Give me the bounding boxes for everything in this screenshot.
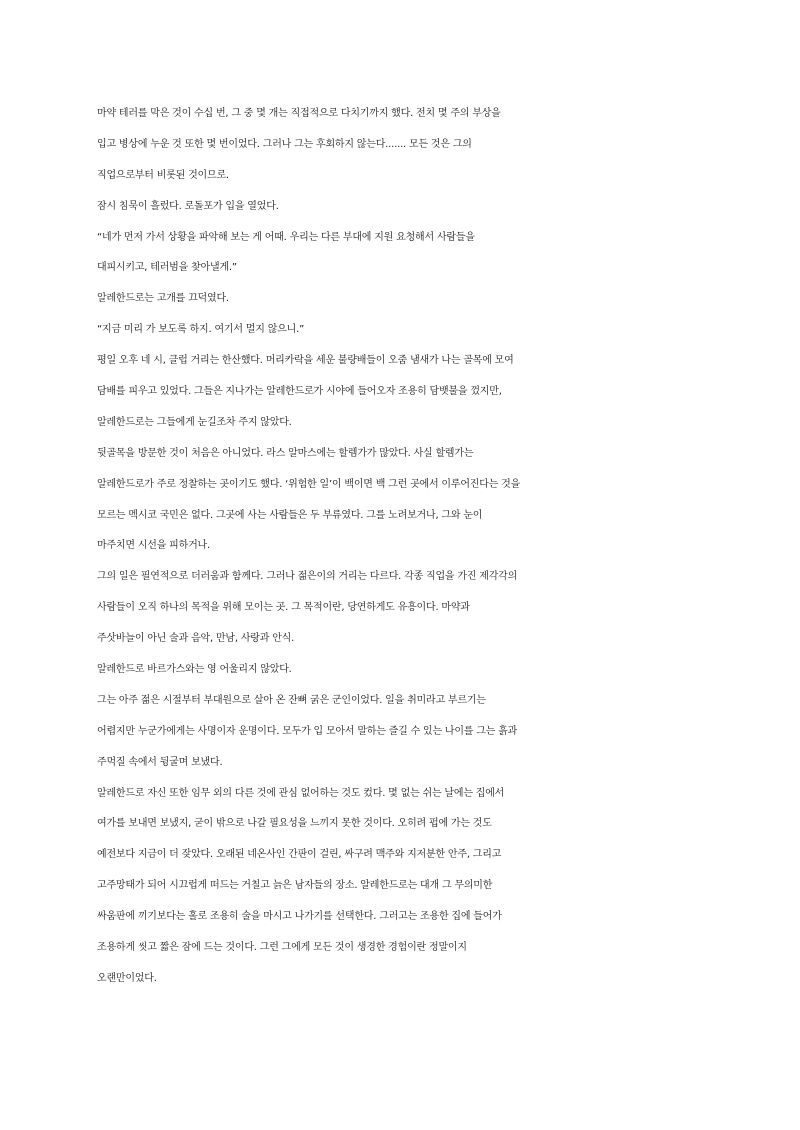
text-line: 싸움판에 끼기보다는 홀로 조용히 술을 마시고 나가기를 선택한다. 그러고는 조용한 집에 들어가 (97, 911, 502, 923)
text-line: 조용하게 씻고 짧은 잠에 드는 것이다. 그런 그에게 모든 것이 생경한 경험이란 정말이지 (97, 942, 467, 954)
text-line: 담배를 피우고 있었다. 그들은 지나가는 알레한드로가 시야에 들어오자 조용히 담뱃불을 껐지만, (97, 386, 502, 398)
text-line: 알레한드로는 고개를 끄덕였다. (97, 293, 229, 305)
body-text (97, 99, 737, 995)
text-line: 평일 오후 네 시, 클럽 거리는 한산했다. 머리카락을 세운 불량배들이 오줌 냄새가 나는 골목에 모여 (97, 355, 514, 367)
text-line: 알레한드로는 그들에게 눈길조차 주지 않았다. (97, 416, 292, 428)
text-line: 알레한드로가 주로 정찰하는 곳이기도 했다. ‘위험한 일’이 백이면 백 그런 곳에서 이루어진다는 것을 (97, 478, 521, 490)
text-line: 사람들이 오직 하나의 목적을 위해 모이는 곳. 그 목적이란, 당연하게도 유흥이다. 마약과 (97, 602, 470, 614)
text-line: “지금 미리 가 보도록 하지. 여기서 멀지 않으니.” (97, 324, 305, 336)
text-line: 여가를 보내면 보냈지, 굳이 밖으로 나갈 필요성을 느끼지 못한 것이다. 오히려 펍에 가는 것도 (97, 818, 492, 830)
text-line: 주삿바늘이 아닌 술과 음악, 만남, 사랑과 안식. (97, 633, 295, 645)
text-line: 대피시키고, 테러범을 찾아낼게.” (97, 262, 237, 274)
text-line: 알레한드로 바르가스와는 영 어울리지 않았다. (97, 664, 292, 676)
text-line: 마약 테러를 막은 것이 수십 번, 그 중 몇 개는 직접적으로 다치기까지 했다. 전치 몇 주의 부상을 (97, 108, 501, 119)
text-line: 마주치면 시선을 피하거나. (97, 540, 210, 552)
text-line: 알레한드로 자신 또한 임무 외의 다른 것에 관심 없어하는 것도 컸다. 몇 없는 쉬는 날에는 집에서 (97, 787, 505, 799)
text-line: 주먹질 속에서 뒹굴며 보냈다. (97, 756, 223, 768)
text-line: 그는 아주 젊은 시절부터 부대원으로 살아 온 잔뼈 굵은 군인이었다. 일을 취미라고 부르기는 (97, 694, 486, 706)
text-line: 입고 병상에 누운 것 또한 몇 번이었다. 그러나 그는 후회하지 않는다....... 모든 것은 그의 (97, 138, 472, 150)
text-line: 모르는 멕시코 국민은 없다. 그곳에 사는 사람들은 두 부류였다. 그를 노려보거나, 그와 눈이 (97, 509, 483, 521)
text-line: “네가 먼저 가서 상황을 파악해 보는 게 어때. 우리는 다른 부대에 지원 요청해서 사람들을 (97, 231, 475, 243)
text-line: 예전보다 지금이 더 잦았다. 오래된 네온사인 간판이 걸린, 싸구려 맥주와 지저분한 안주, 그리고 (97, 849, 502, 861)
text-line: 뒷골목을 방문한 것이 처음은 아니었다. 라스 알마스에는 할렘가가 많았다. 사실 할렘가는 (97, 447, 474, 459)
text-line: 어렵지만 누군가에게는 사명이자 운명이다. 모두가 입 모아서 말하는 즐길 수 있는 나이를 그는 흙과 (97, 725, 518, 737)
text-line: 그의 일은 필연적으로 더러움과 함께다. 그러나 젊은이의 거리는 다르다. 각종 직업을 가진 제각각의 (97, 571, 518, 583)
text-line: 잠시 침묵이 흘렀다. 로돌포가 입을 열었다. (97, 200, 279, 212)
text-line: 직업으로부터 비롯된 것이므로. (97, 169, 229, 181)
text-line: 오랜만이었다. (97, 972, 157, 984)
text-line: 고주망태가 되어 시끄럽게 떠드는 거칠고 늙은 남자들의 장소. 알레한드로는 대개 그 무의미한 (97, 880, 493, 892)
